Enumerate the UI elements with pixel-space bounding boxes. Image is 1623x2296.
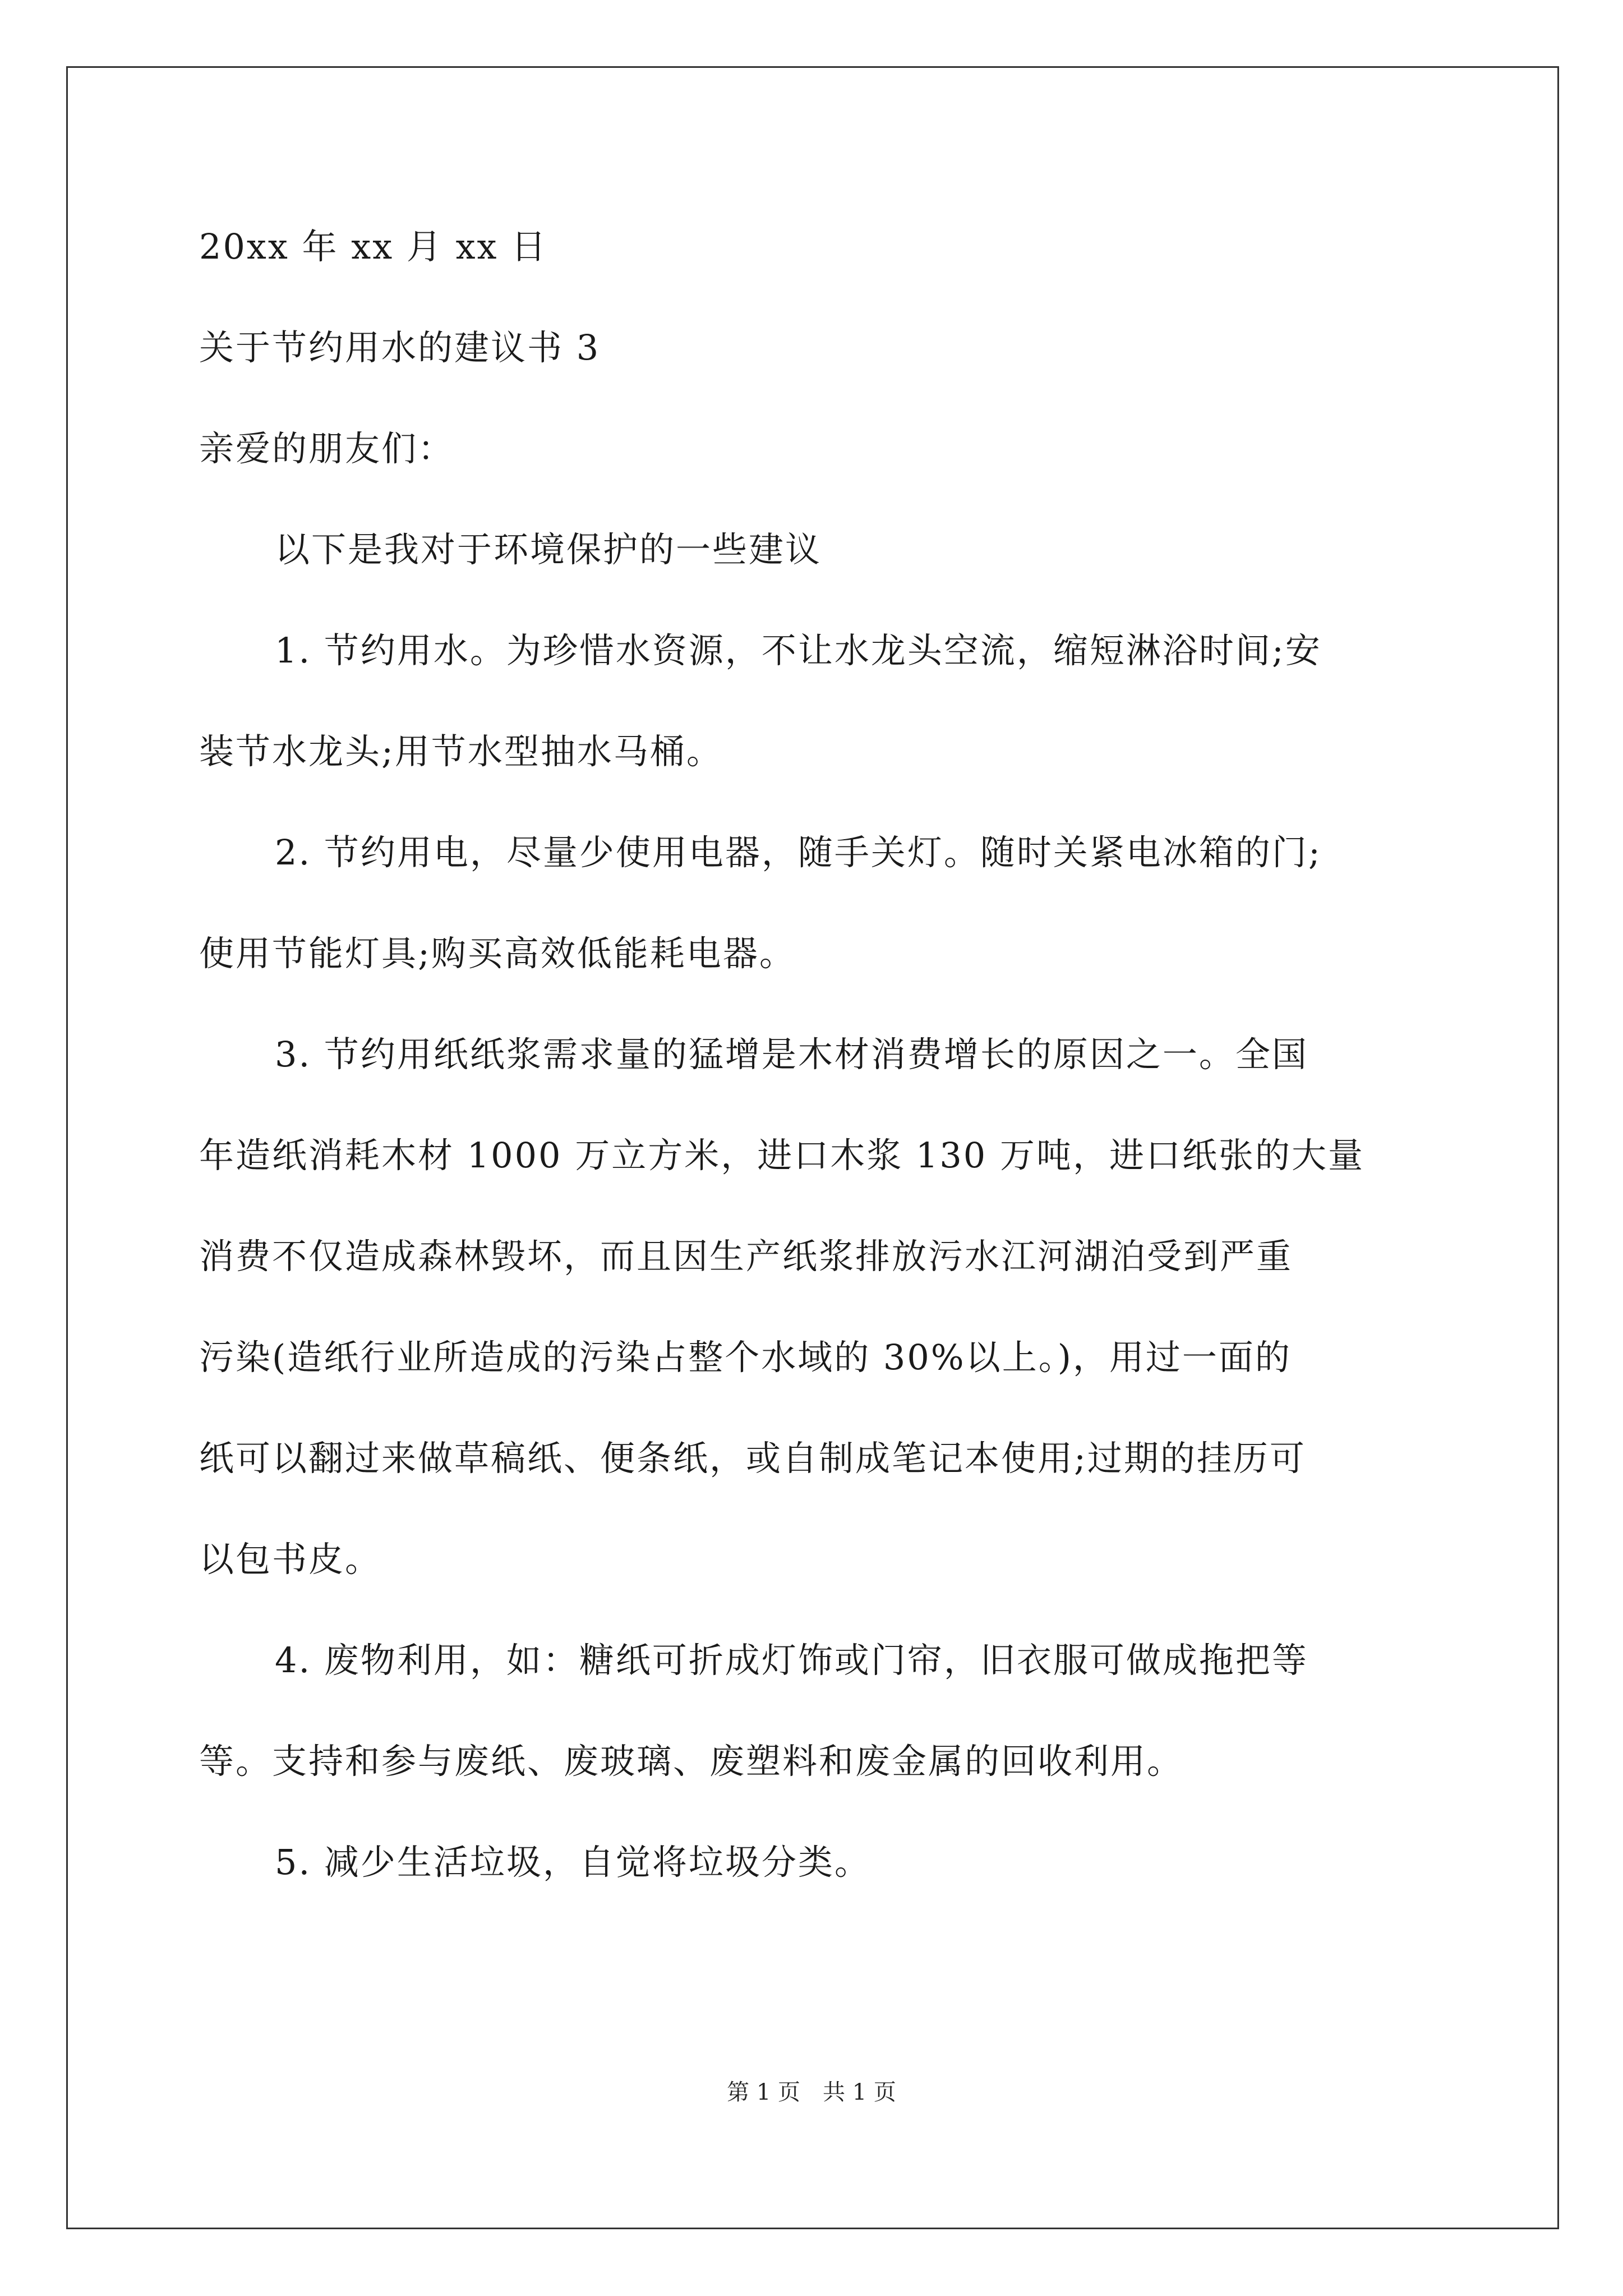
document-date: 20xx 年 xx 月 xx 日 [199,226,548,267]
paragraph-line: 消费不仅造成森林毁坏，而且因生产纸浆排放污水江河湖泊受到严重 [199,1236,1293,1277]
paragraph-line: 5. 减少生活垃圾，自觉将垃圾分类。 [275,1842,871,1883]
paragraph-line: 年造纸消耗木材 1000 万立方米，进口木浆 130 万吨，进口纸张的大量 [199,1135,1364,1176]
paragraph-line: 使用节能灯具;购买高效低能耗电器。 [199,933,796,974]
paragraph-line: 纸可以翻过来做草稿纸、便条纸，或自制成笔记本使用;过期的挂历可 [199,1438,1306,1479]
paragraph-line: 3. 节约用纸纸浆需求量的猛增是木材消费增长的原因之一。全国 [275,1034,1308,1075]
document-title: 关于节约用水的建议书 3 [199,327,601,368]
paragraph-line: 2. 节约用电，尽量少使用电器，随手关灯。随时关紧电冰箱的门; [275,832,1322,873]
paragraph-line: 1. 节约用水。为珍惜水资源，不让水龙头空流，缩短淋浴时间;安 [275,630,1322,671]
paragraph-line: 4. 废物利用，如：糖纸可折成灯饰或门帘，旧衣服可做成拖把等 [275,1640,1308,1681]
paragraph-line: 装节水龙头;用节水型抽水马桶。 [199,731,723,772]
paragraph-line: 污染(造纸行业所造成的污染占整个水域的 30%以上。)，用过一面的 [199,1337,1292,1378]
page-footer: 第 1 页 共 1 页 [727,2079,896,2105]
paragraph-line: 等。支持和参与废纸、废玻璃、废塑料和废金属的回收利用。 [199,1741,1184,1782]
intro-line: 以下是我对于环境保护的一些建议 [275,529,822,570]
greeting: 亲爱的朋友们： [199,428,455,469]
paragraph-line: 以包书皮。 [199,1539,382,1580]
